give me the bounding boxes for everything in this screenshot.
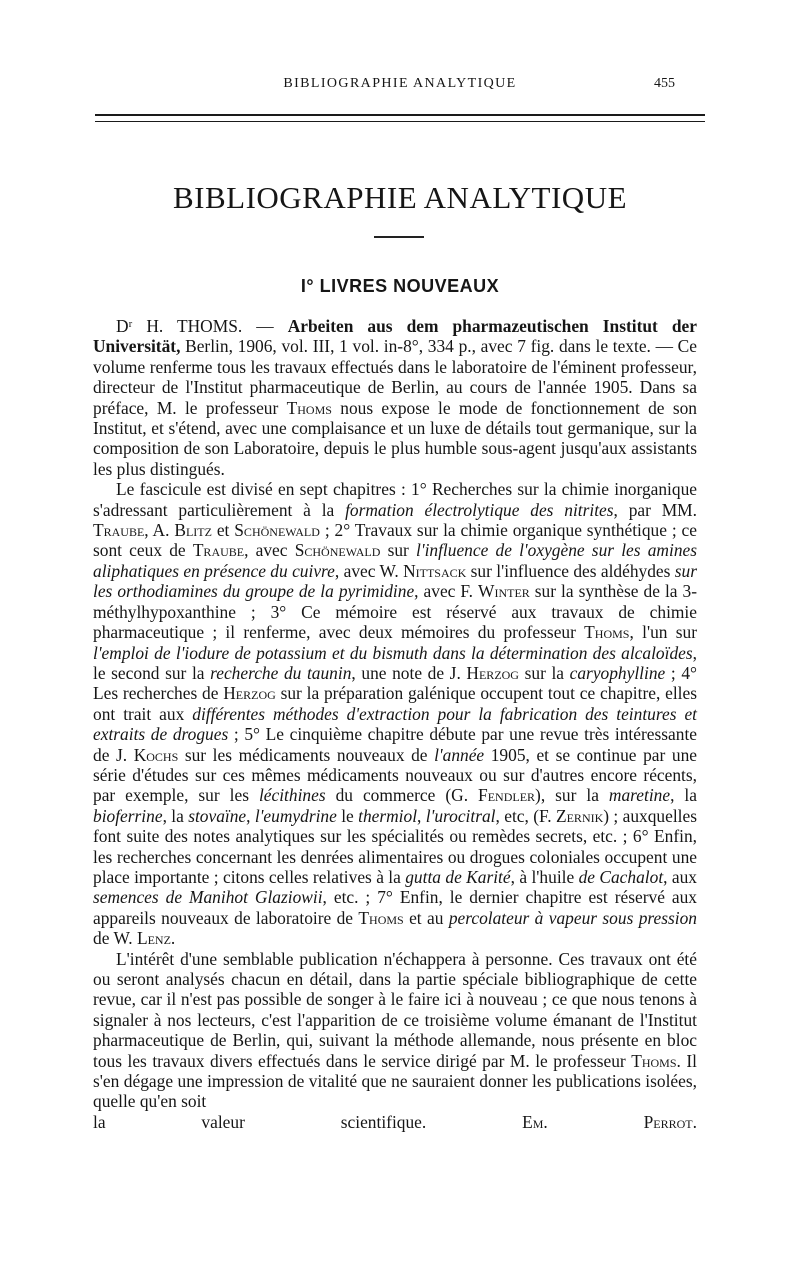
author-name: Lenz [136,928,171,949]
text-run: , etc. ; 7° Enfin, le dernier chapitre est réservé aux appareils nouveaux de laboratoire de [93,887,697,928]
italic-phrase: sur les orthodiamines du groupe de la pyrimidine [93,560,698,602]
review-book-title: Arbeiten aus dem pharmazeutischen Institut der Universität, [93,316,697,357]
text-run: ), sur la [535,785,609,806]
review-paragraph-1 [93,316,697,479]
text-run: sur la [518,662,570,683]
review-paragraph-3-name: Thoms [631,1050,677,1071]
author-name: Herzog [466,662,519,683]
page-title: BIBLIOGRAPHIE ANALYTIQUE [172,180,628,215]
text-run: , l'un sur [629,622,697,643]
italic-phrase: l'influence de l'oxygène sur les amines aliphatiques en présence du cuivre [93,540,697,581]
review-paragraph-2 [93,479,697,948]
text-run: , le second sur la [93,642,697,683]
text-run: ) ; auxquelles font suite des notes analytiques sur les spécialités ou remèdes secrets, etc. ; 6° Enfin, les recherches concernant les denrées alimentaires ou drogues coloniales occupent une place importante ; citons celles relatives à la [93,805,697,887]
page-number: 455 [654,76,675,91]
italic-phrase: caryophylline [569,662,666,683]
header-rule-thin [95,121,705,122]
text-run: ; 4° Les recherches de [93,662,697,704]
text-run: , la [162,805,189,826]
review-author-name: Thoms [286,397,332,418]
italic-phrase: l'emploi de l'iodure de potassium et du bismuth dans la détermination des alcaloïdes [93,642,693,663]
running-head [0,76,800,96]
signature: Em. Perrot. [522,1111,697,1132]
author-name: Traube [192,540,245,561]
author-name: Fendler [478,785,536,806]
text-run: du commerce (G. [325,785,479,806]
text-run: sur les médicaments nouveaux de [178,744,435,765]
text-run: 1905, et se continue par une série d'études sur ces mêmes médicaments nouveaux ou sur d'autres encore récents, par exemple, sur les [93,744,697,806]
italic-phrase: recherche du taunin [210,662,352,683]
author-name: Zernik [555,805,604,826]
section-heading: I° LIVRES NOUVEAUX [300,276,500,296]
header-rule-thick [95,114,705,116]
italic-phrase: percolateur à vapeur sous pression [448,907,698,928]
text-run: , par MM. [613,499,697,520]
review-body [93,316,697,1132]
italic-phrase: thermiol [358,805,418,826]
review-book-details: Berlin, 1906, vol. III, 1 vol. in-8°, 334 p., avec 7 fig. dans le texte. — Ce volume renferme tous les travaux effectués dans le laboratoire de l'éminent professeur, directeur de l'Institut pharmaceutique de Berlin, au cours de l'année 1905. Dans sa préface, M. le professeur [93,336,697,418]
author-name: Traube [93,520,145,541]
review-paragraph-3-end: . Il s'en dégage une impression de vitalité que ne sauraient donner les publications isolées, quelle qu'en soit [93,1050,697,1112]
text-run: , avec W. [334,560,404,581]
text-run: sur [380,540,417,561]
signature-line [93,1112,697,1132]
italic-phrase: de Cachalot [578,866,664,887]
author-name: Thoms [358,907,404,928]
review-paragraph-3 [93,949,697,1112]
author-name: Kochs [133,744,179,765]
review-paragraph-1-end: nous expose le mode de fonctionnement de son Institut, et s'étend, avec une complaisance et un luxe de détails tout germanique, sur la composition de son Laboratoire, depuis le plus humble sous-agent jusqu'aux assistants les plus distingués. [93,397,697,479]
text-run: . [170,928,176,949]
author-name: Herzog [223,683,276,704]
italic-phrase: lécithines [258,785,326,806]
author-name: Nittsack [403,560,467,581]
author-name: Schönewald [234,520,320,541]
text-run: , avec [244,540,295,561]
text-run: , une note de J. [351,662,467,683]
text-run: Le fascicule est divisé en sept chapitres : 1° Recherches sur la chimie inorganique s'adressant particulièrement à la [93,479,697,520]
text-run: ; 5° Le cinquième chapitre débute par une revue très intéressante de J. [93,724,697,765]
italic-phrase: semences de Manihot Glaziowii [93,887,323,908]
text-run: , etc, (F. [495,805,556,826]
text-run: , A. [144,520,175,541]
text-run: de W. [93,928,137,949]
text-run: , la [670,785,697,806]
text-run: ; 2° Travaux sur la chimie organique synthétique ; ce sont ceux de [93,520,697,561]
title-divider [374,236,424,238]
author-name: Schönewald [294,540,381,561]
text-run: sur la préparation galénique occupent tout ce chapitre, elles ont trait aux [93,683,697,724]
italic-phrase: différentes méthodes d'extraction pour la fabrication des teintures et extraits de drogues [93,703,697,745]
text-run: , à l'huile [510,866,579,887]
text-run: et [211,520,235,541]
author-name: Thoms [584,622,630,643]
text-run: et au [403,907,449,928]
text-run: le [336,805,359,826]
text-run: , [246,805,255,826]
review-dash: — [242,316,288,336]
review-author: Dʳ H. THOMS. [116,316,243,336]
review-paragraph-3-text: L'intérêt d'une semblable publication n'échappera à personne. Ces travaux ont été ou seront analysés chacun en détail, dans la partie spéciale bibliographique de cette revue, car il n'est pas possible de songer à le faire ici à nouveau ; ce que nous tenons à signaler à nos lecteurs, c'est l'apparition de ce troisième volume émanant de l'Institut pharmaceutique de Berlin, qui, suivant la méthode allemande, nous présente en bloc tous les travaux divers effectués dans le service dirigé par M. le professeur [93,948,697,1071]
italic-phrase: maretine [608,785,671,806]
italic-phrase: stovaïne [188,805,247,826]
italic-phrase: formation électrolytique des nitrites [345,499,614,520]
text-run: sur l'influence des aldéhydes [466,560,675,581]
italic-phrase: l'eumydrine [254,805,337,826]
text-run: sur la synthèse de la 3-méthylhypoxanthine ; 3° Ce mémoire est réservé aux travaux de chimie pharmaceutique ; il renferme, avec deux mémoires du professeur [93,581,697,643]
review-last-line: la valeur scientifique. [93,1111,427,1132]
author-name: Blitz [174,520,212,541]
italic-phrase: gutta de Karité [405,866,511,887]
italic-phrase: bioferrine [93,805,163,826]
italic-phrase: l'urocitral [425,805,496,826]
author-name: Winter [478,581,530,602]
text-run: , aux [663,866,697,887]
text-run: , [417,805,426,826]
text-run: , avec F. [414,581,479,602]
running-head-title: BIBLIOGRAPHIE ANALYTIQUE [283,76,517,91]
italic-phrase: l'année [434,744,485,765]
